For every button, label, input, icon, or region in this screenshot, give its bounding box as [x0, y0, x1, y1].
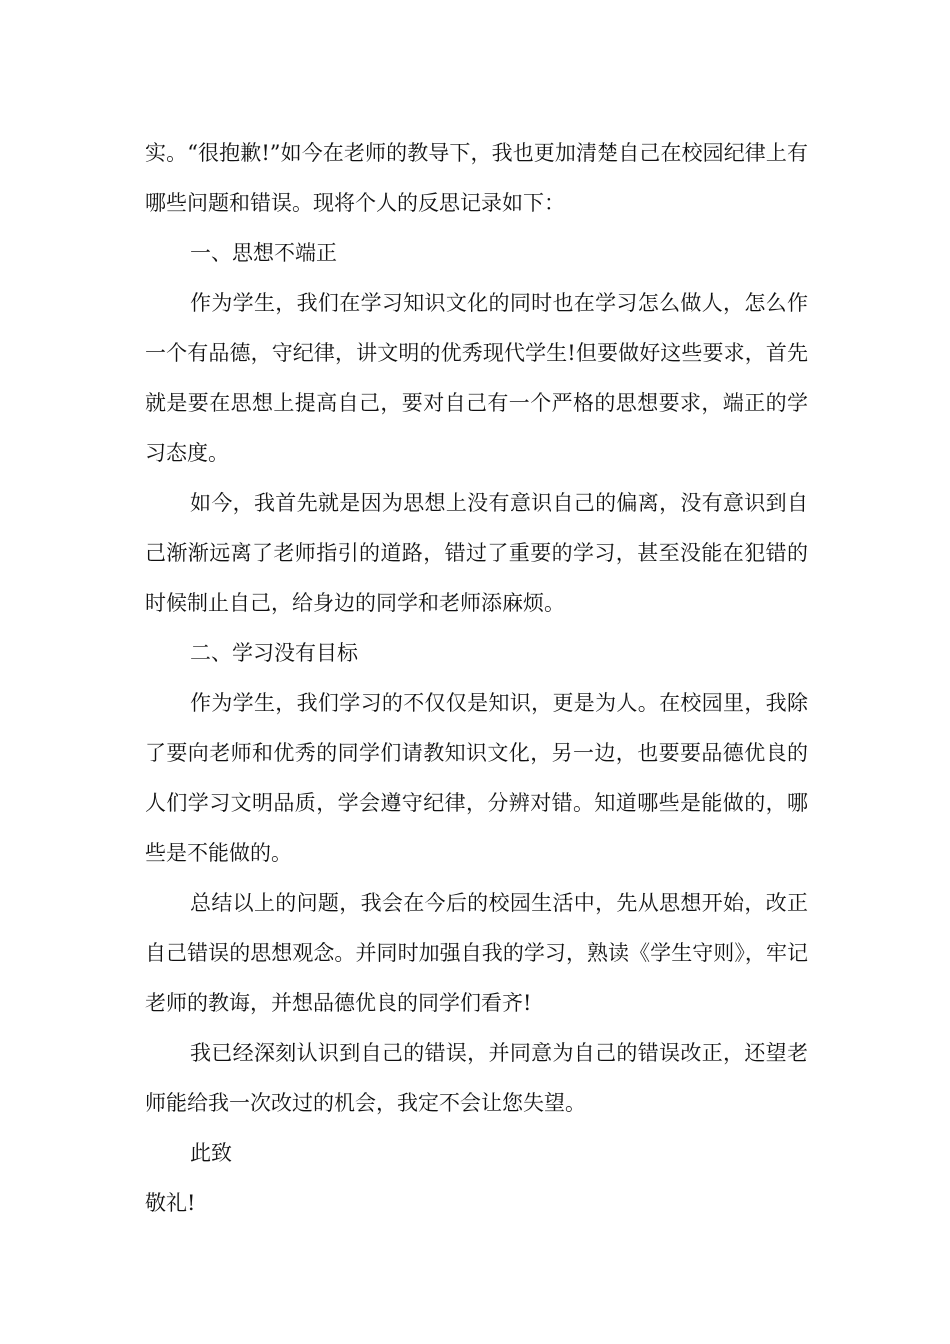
paragraph-section-1-a: 作为学生，我们在学习知识文化的同时也在学习怎么做人，怎么作一个有品德，守纪律，讲文明的优秀现代学生!但要做好这些要求，首先就是要在思想上提高自己，要对自己有一个严格的思想要求，端正的学习态度。 [145, 291, 808, 465]
heading-section-2: 二、学习没有目标 [190, 641, 358, 665]
paragraph-section-2: 作为学生，我们学习的不仅仅是知识，更是为人。在校园里，我除了要向老师和优秀的同学们请教知识文化，另一边，也要要品德优良的人们学习文明品质，学会遵守纪律，分辨对错。知道哪些是能做的，哪些是不能做的。 [145, 691, 808, 865]
paragraph-section-1-b: 如今，我首先就是因为思想上没有意识自己的偏离，没有意识到自己渐渐远离了老师指引的道路，错过了重要的学习，甚至没能在犯错的时候制止自己，给身边的同学和老师添麻烦。 [145, 491, 808, 615]
salutation-jingli: 敬礼! [145, 1191, 196, 1215]
paragraph-closing: 我已经深刻认识到自己的错误，并同意为自己的错误改正，还望老师能给我一次改过的机会，我定不会让您失望。 [145, 1041, 808, 1115]
paragraph-intro: 实。“很抱歉!”如今在老师的教导下，我也更加清楚自己在校园纪律上有哪些问题和错误。现将个人的反思记录如下： [145, 141, 808, 215]
heading-section-1: 一、思想不端正 [190, 241, 337, 265]
paragraph-summary: 总结以上的问题，我会在今后的校园生活中，先从思想开始，改正自己错误的思想观念。并同时加强自我的学习，熟读《学生守则》，牢记老师的教诲，并想品德优良的同学们看齐! [145, 891, 808, 1015]
salutation-cizhi: 此致 [190, 1141, 232, 1165]
letter-body [145, 128, 808, 1228]
